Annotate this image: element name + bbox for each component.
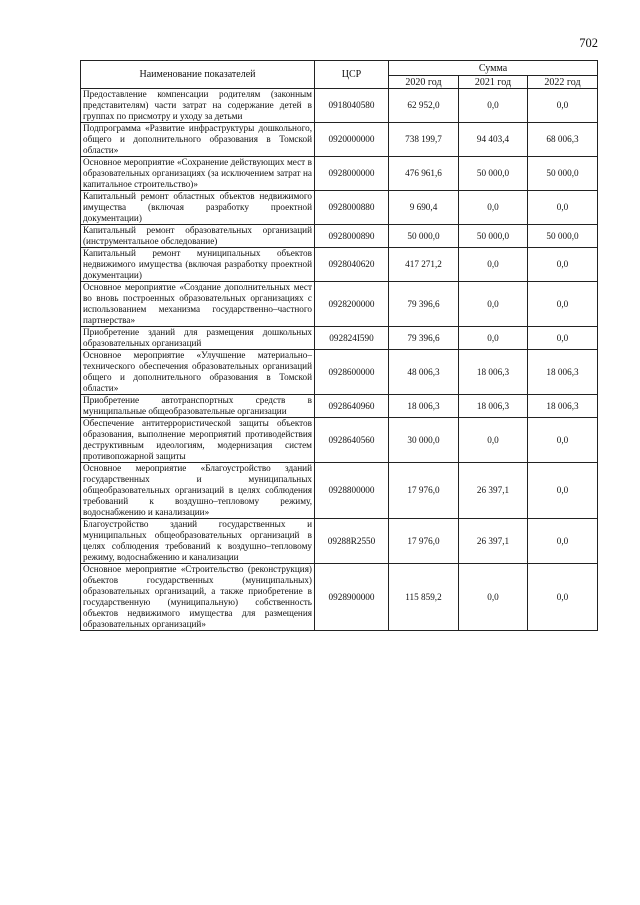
row-name: Основное мероприятие «Благоустройство зданий государственных и муниципальных общеобразовательных организаций в целях соблюдения требований к воздушно–тепловому режиму, водоснабжению и канализации» <box>81 463 315 519</box>
row-name: Капитальный ремонт муниципальных объектов недвижимого имущества (включая разработку проектной документации) <box>81 248 315 282</box>
row-value-2021: 18 006,3 <box>459 350 528 395</box>
row-value-2021: 0,0 <box>459 564 528 631</box>
row-value-2020: 17 976,0 <box>389 519 459 564</box>
row-code: 09288R2550 <box>315 519 389 564</box>
row-name: Капитальный ремонт образовательных организаций (инструментальное обследование) <box>81 225 315 248</box>
row-code: 0928640960 <box>315 395 389 418</box>
row-value-2020: 738 199,7 <box>389 123 459 157</box>
table-row <box>81 418 598 463</box>
row-code: 0928200000 <box>315 282 389 327</box>
row-code: 0928000000 <box>315 157 389 191</box>
row-code: 0920000000 <box>315 123 389 157</box>
row-value-2021: 0,0 <box>459 282 528 327</box>
budget-table <box>80 60 598 631</box>
row-value-2021: 18 006,3 <box>459 395 528 418</box>
row-code: 0918040580 <box>315 89 389 123</box>
row-code: 092824I590 <box>315 327 389 350</box>
table-row <box>81 191 598 225</box>
row-value-2022: 68 006,3 <box>528 123 598 157</box>
row-value-2022: 0,0 <box>528 463 598 519</box>
table-row <box>81 123 598 157</box>
row-code: 0928040620 <box>315 248 389 282</box>
row-value-2021: 0,0 <box>459 89 528 123</box>
header-year-2022: 2022 год <box>528 76 598 89</box>
table-row <box>81 395 598 418</box>
row-name: Предоставление компенсации родителям (законным представителям) части затрат на содержание детей в группах по присмотру и уходу за детьми <box>81 89 315 123</box>
row-value-2022: 0,0 <box>528 282 598 327</box>
row-value-2021: 0,0 <box>459 327 528 350</box>
row-value-2021: 94 403,4 <box>459 123 528 157</box>
header-year-2021: 2021 год <box>459 76 528 89</box>
row-code: 0928600000 <box>315 350 389 395</box>
row-value-2021: 0,0 <box>459 248 528 282</box>
table-row <box>81 463 598 519</box>
table-row <box>81 157 598 191</box>
header-sum: Сумма <box>389 61 598 76</box>
row-name: Приобретение автотранспортных средств в муниципальные общеобразовательные организации <box>81 395 315 418</box>
row-value-2020: 30 000,0 <box>389 418 459 463</box>
row-name: Основное мероприятие «Строительство (реконструкция) объектов государственных (муниципальных) образовательных организаций, а также приобретение в государственную (муниципальную) собственность объектов недвижимого имущества для размещения образовательных организаций» <box>81 564 315 631</box>
row-name: Благоустройство зданий государственных и муниципальных общеобразовательных организаций в целях соблюдения требований к воздушно–тепловому режиму, водоснабжению и канализации <box>81 519 315 564</box>
row-code: 0928000880 <box>315 191 389 225</box>
row-value-2022: 50 000,0 <box>528 225 598 248</box>
row-value-2020: 79 396,6 <box>389 327 459 350</box>
table-row <box>81 350 598 395</box>
header-code: ЦСР <box>315 61 389 89</box>
row-value-2020: 50 000,0 <box>389 225 459 248</box>
row-name: Обеспечение антитеррористической защиты объектов образования, выполнение мероприятий противодействия деструктивным идеологиям, модернизация систем противопожарной защиты <box>81 418 315 463</box>
table-row <box>81 89 598 123</box>
row-value-2021: 26 397,1 <box>459 463 528 519</box>
row-value-2021: 0,0 <box>459 191 528 225</box>
row-code: 0928640560 <box>315 418 389 463</box>
table-row <box>81 225 598 248</box>
row-value-2022: 0,0 <box>528 564 598 631</box>
row-value-2022: 18 006,3 <box>528 350 598 395</box>
header-name: Наименование показателей <box>81 61 315 89</box>
table-body <box>81 89 598 631</box>
row-value-2022: 18 006,3 <box>528 395 598 418</box>
row-value-2020: 79 396,6 <box>389 282 459 327</box>
row-name: Подпрограмма «Развитие инфраструктуры дошкольного, общего и дополнительного образования в Томской области» <box>81 123 315 157</box>
row-value-2020: 115 859,2 <box>389 564 459 631</box>
row-code: 0928800000 <box>315 463 389 519</box>
row-value-2021: 0,0 <box>459 418 528 463</box>
row-name: Основное мероприятие «Улучшение материально–технического обеспечения образовательных организаций общего и дополнительного образования в Томской области» <box>81 350 315 395</box>
row-name: Приобретение зданий для размещения дошкольных образовательных организаций <box>81 327 315 350</box>
row-name: Основное мероприятие «Создание дополнительных мест во вновь построенных образовательных организациях с использованием механизма государственно–частного партнерства» <box>81 282 315 327</box>
row-value-2022: 0,0 <box>528 89 598 123</box>
table-row <box>81 519 598 564</box>
row-value-2020: 417 271,2 <box>389 248 459 282</box>
row-value-2022: 50 000,0 <box>528 157 598 191</box>
row-value-2021: 26 397,1 <box>459 519 528 564</box>
row-name: Основное мероприятие «Сохранение действующих мест в образовательных организациях (за исключением затрат на капитальное строительство)» <box>81 157 315 191</box>
table-row <box>81 564 598 631</box>
row-value-2020: 9 690,4 <box>389 191 459 225</box>
table-row <box>81 327 598 350</box>
table-row <box>81 282 598 327</box>
row-value-2020: 18 006,3 <box>389 395 459 418</box>
row-value-2022: 0,0 <box>528 191 598 225</box>
row-value-2020: 476 961,6 <box>389 157 459 191</box>
row-name: Капитальный ремонт областных объектов недвижимого имущества (включая разработку проектной документации) <box>81 191 315 225</box>
row-value-2021: 50 000,0 <box>459 157 528 191</box>
header-year-2020: 2020 год <box>389 76 459 89</box>
row-code: 0928000890 <box>315 225 389 248</box>
row-value-2022: 0,0 <box>528 327 598 350</box>
row-value-2022: 0,0 <box>528 248 598 282</box>
row-code: 0928900000 <box>315 564 389 631</box>
table-row <box>81 248 598 282</box>
row-value-2021: 50 000,0 <box>459 225 528 248</box>
page-number: 702 <box>579 36 598 50</box>
row-value-2020: 62 952,0 <box>389 89 459 123</box>
row-value-2022: 0,0 <box>528 519 598 564</box>
row-value-2022: 0,0 <box>528 418 598 463</box>
row-value-2020: 48 006,3 <box>389 350 459 395</box>
row-value-2020: 17 976,0 <box>389 463 459 519</box>
